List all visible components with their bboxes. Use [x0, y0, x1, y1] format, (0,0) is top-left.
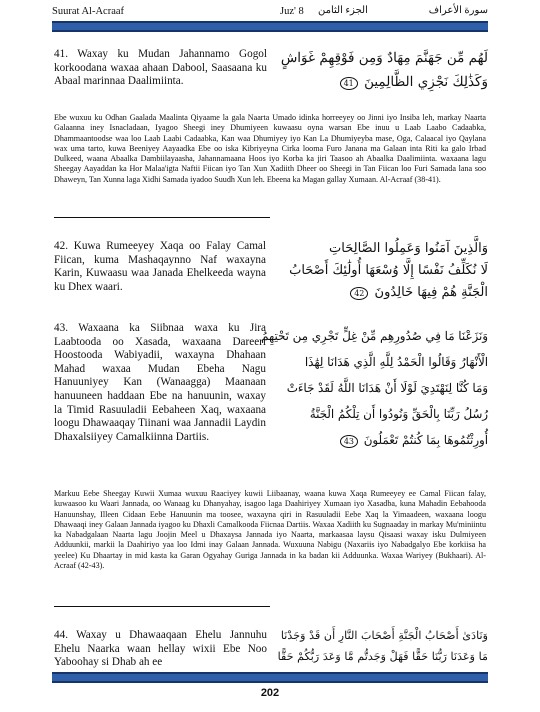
verse-42-arabic-line: لَا نُكَلِّفُ نَفْسًا إِلَّا وُسْعَهَا أُولَٰئِكَ أَصْحَابُ [289, 263, 488, 278]
verse-41-arabic [280, 46, 488, 94]
verse-43-arabic-line: أُورِثْتُمُوهَا بِمَا كُنتُمْ تَعْمَلُونَ [363, 433, 488, 447]
verse-43-number-marker: 43 [340, 435, 358, 448]
commentary-38-41: Ebe wuxuu ku Odhan Gaalada Maalinta Qiyaame la gala Naarta Umado idinka horreeyey oo Jinni iyo Insiba leh, markay Naarta Galaanna iney Isnacladaan, Iyagoo Sheegi iney Dhumiyeen kuwaasu oyna warsan Ebe inuu u Laab Laabo Cadaabka, Dhammaantoodse waa loo Laab Laabi Cadaabka, Kan waa Dhumiyey iyo Kan La Dhumiyeyba mase, Oga, Calaacal iyo Qaylana wax uma tarto, kuwa Beeniyey Aayaadka Ebe oo iska Kibriyeyna Cirka looma Furo Janana ma Galaan inta Riti ka galo Irbad Dulkeed, waana Abaalka Dambiilayaasha, Jahannamaana Hoos iyo Korba ka jiri Taasoo ah Abaalka Daalimiinta. waxaana lagu Sheegay Aayaddan ka Hor Malaa'igta Naftii Fiican iyo Tan Xun Xadiith Dheer oo Sheegi in Tan Fiican loo Furi Samada lana soo Dhaweyn, Tan Xunna laga Xidhi Samada iyadoo Suudh Xun leh. Ebeena ka Magan gallay Xumaan. Al-Acraaf (38-41). [54, 113, 486, 184]
verse-43-arabic-line: الْأَنْهَارُ وَقَالُوا الْحَمْدُ لِلَّهِ الَّذِي هَدَانَا لِهَٰذَا [304, 355, 488, 369]
verse-43-arabic [261, 323, 488, 453]
verse-41-translation: 41. Waxay ku Mudan Jahannamo Gogol korkoodana waxaa ahaan Dabool, Saasaana ku Abaal marinnaa Daalimiinta. [54, 48, 267, 88]
verse-42-translation: 42. Kuwa Rumeeyey Xaqa oo Falay Camal Fiican, kuma Mashaqaynno Naf waxayna Karin, Kuwaasu waa Janada Ehelkeeda wayna ku Dhex waari. [54, 240, 266, 293]
surah-arabic-title: سورة الأعراف [428, 5, 488, 16]
footer-border [52, 672, 488, 683]
verse-41-number-marker: 41 [340, 77, 358, 90]
verse-42-arabic-line: الْجَنَّةِ هُمْ فِيهَا خَالِدُونَ [374, 285, 488, 300]
verse-42-number-marker: 42 [350, 287, 368, 300]
verse-43-arabic-line: وَمَا كُنَّا لِنَهْتَدِيَ لَوْلَا أَنْ هَدَانَا اللَّهُ لَقَدْ جَاءَتْ [286, 381, 488, 395]
divider-rule [54, 217, 270, 218]
juz-arabic-label: الجزء الثامن [318, 5, 368, 16]
verse-43-arabic-line: وَنَزَعْنَا مَا فِي صُدُورِهِم مِّنْ غِلٍّ تَجْرِي مِن تَحْتِهِمُ [261, 329, 488, 343]
verse-41-arabic-line: وَكَذَٰلِكَ نَجْزِي الظَّالِمِينَ [364, 74, 488, 90]
verse-44-arabic-line: مَا وَعَدَنَا رَبُّنَا حَقًّا فَهَلْ وَجَدتُّم مَّا وَعَدَ رَبُّكُمْ حَقًّا [277, 650, 488, 663]
page-number: 202 [260, 687, 280, 699]
verse-43-arabic-line: رُسُلُ رَبِّنَا بِالْحَقِّ وَنُودُوا أَن تِلْكُمُ الْجَنَّةُ [309, 407, 488, 421]
verse-42-arabic-line: وَالَّذِينَ آمَنُوا وَعَمِلُوا الصَّالِحَاتِ [329, 241, 488, 256]
juz-label: Juz' 8 [280, 6, 304, 17]
verse-44-translation: 44. Waxay u Dhawaaqaan Ehelu Jannuhu Ehelu Naarka waan hellay wixii Ebe Noo Yaboohay si Dhab ah ee [54, 629, 267, 669]
verse-44-arabic [277, 625, 488, 667]
page-header [52, 6, 488, 20]
divider-rule [54, 606, 270, 607]
verse-42-arabic [288, 238, 488, 304]
verse-43-translation: 43. Waxaana ka Siibnaa waxa ku Jira Laabtooda oo Xasada, waxaana Dareeri Hoostooda Wabiyadii, waxayna Dhahaan Mahad waxaa Mudan Ebeha Nagu Hanuuniyey Kan (Wanaagga) Maanaan hanuuneen haddaan Ebe na hanuunin, waxay la Timid Rasuuladii Eebaheen Xaq, waxaana loogu Dhawaaqay Tiinani waa Jannadii Laydin Dhaxalsiiyey Camalkiinna Dartiis. [54, 322, 266, 443]
commentary-42-43: Markuu Eebe Sheegay Kuwii Xumaa wuxuu Raaciyey kuwii Liibaanay, waana kuwa Xaqa Rumeeyey ee Camal Fiican falay, kuwaasoo ku Waari Jannada, oo Wanaag ku Dhanyahay, isagoo laga Daahiriyey Xumaan iyo Xasadba, kuna Mahadin Eebahooda Hanuunshay, Illeen Cidaan Eebe Hanuunin ma toosee, waxayna qiri in Rasuuladii Eebe Xaq la Yimaadeen, waxaana loogu Dhawaaqi iney Galaan Jannada iyagoo ku Dhaxli Camalkooda Fiicnaa Dartiis. Waxaa Xadiith ku Sugnaaday in markay Mu'miniintu ka Nabadgalaan Naarta lagu Joojin Meel u Dhaxaysa Jannada iyo Naarta, markaasaa laysu Qisaasi waxay isku Dulmiyeen Adduunkii, markii la Daahiriyo yaa loo Idmi inay Galaan Jannada. Wuxuuna Nabigu (Naxariis iyo Nabadgalyo Ebe korkiisa ha yeelee) Ku Dhaartay in mid kasta ka Garan Ogyahay Guriga Jannada in ka badan kii Adduunka. Waxaa Wariyey (Bukhaari). Al-Acraaf (42-43). [54, 489, 486, 571]
verse-41-arabic-line: لَهُم مِّن جَهَنَّمَ مِهَادٌ وَمِن فَوْقِهِمْ غَوَاشٍ [280, 50, 488, 66]
header-border [52, 21, 488, 32]
verse-44-arabic-line: وَنَادَىٰ أَصْحَابُ الْجَنَّةِ أَصْحَابَ النَّارِ أَن قَدْ وَجَدْنَا [280, 629, 488, 642]
surah-title: Suurat Al-Acraaf [52, 6, 125, 17]
